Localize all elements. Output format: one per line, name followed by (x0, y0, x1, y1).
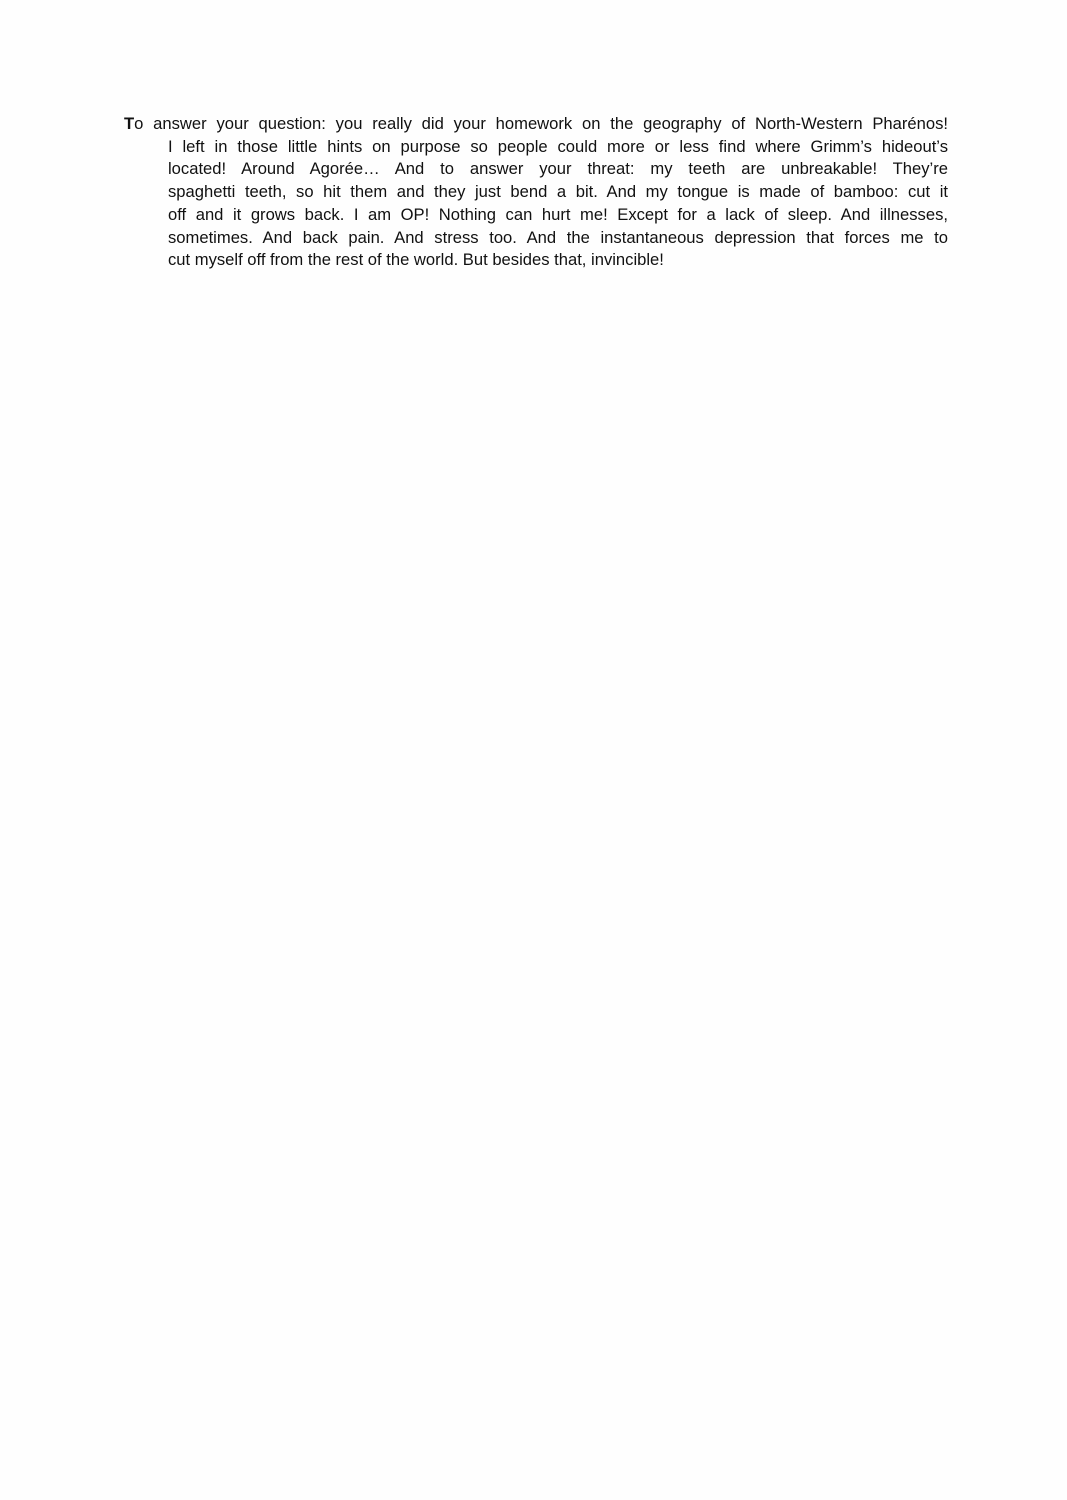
paragraph-line-2: I left in those little hints on purpose so people could more or less find where Grimm’s hideout’s (168, 136, 948, 156)
paragraph-line-1-text: o answer your question: you really did your homework on the geography of North-Western Pharénos! (134, 114, 948, 133)
paragraph-line-5: off and it grows back. I am OP! Nothing can hurt me! Except for a lack of sleep. And illnesses, (168, 204, 948, 224)
paragraph-line-4: spaghetti teeth, so hit them and they just bend a bit. And my tongue is made of bamboo: cut it (168, 182, 948, 202)
paragraph-line-6: sometimes. And back pain. And stress too. And the instantaneous depression that forces me to (168, 227, 948, 247)
paragraph-line-3: located! Around Agorée… And to answer your threat: my teeth are unbreakable! They’re (168, 159, 948, 179)
bold-initial-letter: T (124, 114, 135, 133)
paragraph-line-7: cut myself off from the rest of the world. But besides that, invincible! (168, 250, 664, 270)
body-paragraph (124, 113, 948, 272)
paragraph-line-1 (124, 113, 948, 136)
